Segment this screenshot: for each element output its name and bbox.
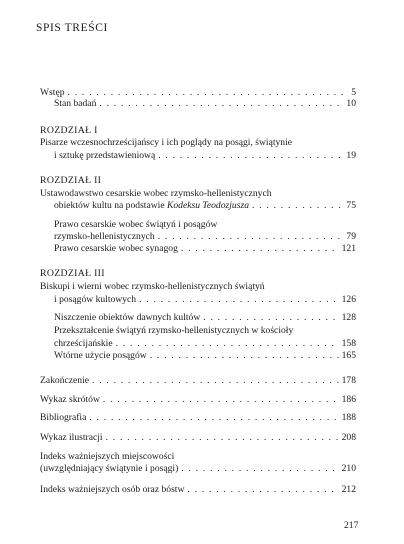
toc-entry-page: 121 xyxy=(341,243,356,254)
chapter-2-sub-1-line-1: Prawo cesarskie wobec świątyń i posągów xyxy=(54,219,218,230)
dot-leader xyxy=(252,200,343,211)
dot-leader xyxy=(116,338,339,349)
toc-entry-page: 128 xyxy=(341,312,356,323)
toc-entry-page: 158 xyxy=(341,338,356,349)
toc-entry-wykaz-ilustracji xyxy=(40,432,356,443)
toc-entry-page: 126 xyxy=(341,294,356,305)
toc-entry-page: 75 xyxy=(346,200,356,211)
chapter-3-heading: ROZDZIAŁ III xyxy=(40,268,105,279)
toc-entry-title: Wykaz skrótów xyxy=(40,394,100,405)
dot-leader xyxy=(89,412,338,423)
chapter-1-title-line-1: Pisarze wczesnochrześcijańscy i ich poglądy na posągi, świątynie xyxy=(40,137,293,148)
toc-entry-title: Wykaz ilustracji xyxy=(40,432,103,443)
chapter-2-title-line-2 xyxy=(40,200,356,211)
chapter-3-title-line-2 xyxy=(40,294,356,305)
toc-entry-title xyxy=(54,200,249,211)
toc-entry-page: 212 xyxy=(341,484,356,495)
page-number: 217 xyxy=(344,520,359,531)
dot-leader xyxy=(106,432,339,443)
chapter-1-title-line-2 xyxy=(40,150,356,161)
toc-entry-title: i sztukę przedstawieniową xyxy=(54,150,156,161)
dot-leader xyxy=(181,243,339,254)
dot-leader xyxy=(99,98,343,109)
toc-entry-title: Indeks ważniejszych osób oraz bóstw xyxy=(40,484,185,495)
chapter-2-sub-1-line-2 xyxy=(40,231,356,242)
chapter-2-sub-2 xyxy=(40,243,356,254)
chapter-2-heading: ROZDZIAŁ II xyxy=(40,175,102,186)
toc-entry-page: 188 xyxy=(341,412,356,423)
toc-entry-title: chrześcijańskie xyxy=(54,338,113,349)
toc-entry-page: 79 xyxy=(346,231,356,242)
toc-entry-page: 186 xyxy=(341,394,356,405)
toc-entry-page: 210 xyxy=(341,463,356,474)
page-title: SPIS TREŚCI xyxy=(36,22,108,34)
dot-leader xyxy=(181,463,338,474)
chapter-3-sub-2-line-1: Przekształcenie świątyń rzymsko-hellenistycznych w kościoły xyxy=(54,325,294,336)
chapter-1-heading: ROZDZIAŁ I xyxy=(40,125,98,136)
index-places-line-1: Indeks ważniejszych miejscowości xyxy=(40,451,175,462)
chapter-3-sub-3 xyxy=(40,350,356,361)
codex-title-italic: Kodeksu Teodozjusza xyxy=(166,200,249,211)
dot-leader xyxy=(187,484,338,495)
dot-leader xyxy=(103,394,339,405)
chapter-2-title-line-1: Ustawodawstwo cesarskie wobec rzymsko-hellenistycznych xyxy=(40,188,272,199)
toc-entry-title: i posągów kultowych xyxy=(54,294,137,305)
toc-entry-page: 5 xyxy=(351,87,356,98)
toc-entry-title: rzymsko-hellenistycznych xyxy=(54,231,155,242)
dot-leader xyxy=(139,294,339,305)
toc-entry-title: Wstęp xyxy=(40,87,65,98)
chapter-3-title-line-1: Biskupi i wierni wobec rzymsko-hellenistycznych świątyń xyxy=(40,281,265,292)
toc-entry-page: 208 xyxy=(341,432,356,443)
dot-leader xyxy=(92,375,339,386)
toc-entry-page: 165 xyxy=(341,350,356,361)
dot-leader xyxy=(203,312,338,323)
toc-entry-indeks-osob xyxy=(40,484,356,495)
dot-leader xyxy=(158,231,344,242)
toc-entry-title: Wtórne użycie posągów xyxy=(54,350,147,361)
chapter-3-sub-2-line-2 xyxy=(40,338,356,349)
dot-leader xyxy=(68,87,349,98)
toc-entry-zakonczenie xyxy=(40,375,356,386)
toc-entry-stan-badan xyxy=(40,98,356,109)
dot-leader xyxy=(158,150,343,161)
toc-entry-title: Zakończenie xyxy=(40,375,90,386)
toc-entry-page: 19 xyxy=(346,150,356,161)
index-places-line-2 xyxy=(40,463,356,474)
toc-entry-title-start: obiektów kultu na podstawie xyxy=(54,200,167,211)
toc-entry-page: 178 xyxy=(341,375,356,386)
chapter-3-sub-1 xyxy=(40,312,356,323)
toc-entry-wykaz-skrotow xyxy=(40,394,356,405)
toc-entry-title: (uwzględniający świątynie i posągi) xyxy=(40,463,179,474)
toc-entry-title: Prawo cesarskie wobec synagog xyxy=(54,243,178,254)
toc-entry-wstep xyxy=(40,87,356,98)
toc-entry-title: Bibliografia xyxy=(40,412,87,423)
toc-entry-bibliografia xyxy=(40,412,356,423)
toc-entry-title: Stan badań xyxy=(54,98,97,109)
toc-entry-title: Niszczenie obiektów dawnych kultów xyxy=(54,312,201,323)
toc-entry-page: 10 xyxy=(346,98,356,109)
dot-leader xyxy=(150,350,339,361)
